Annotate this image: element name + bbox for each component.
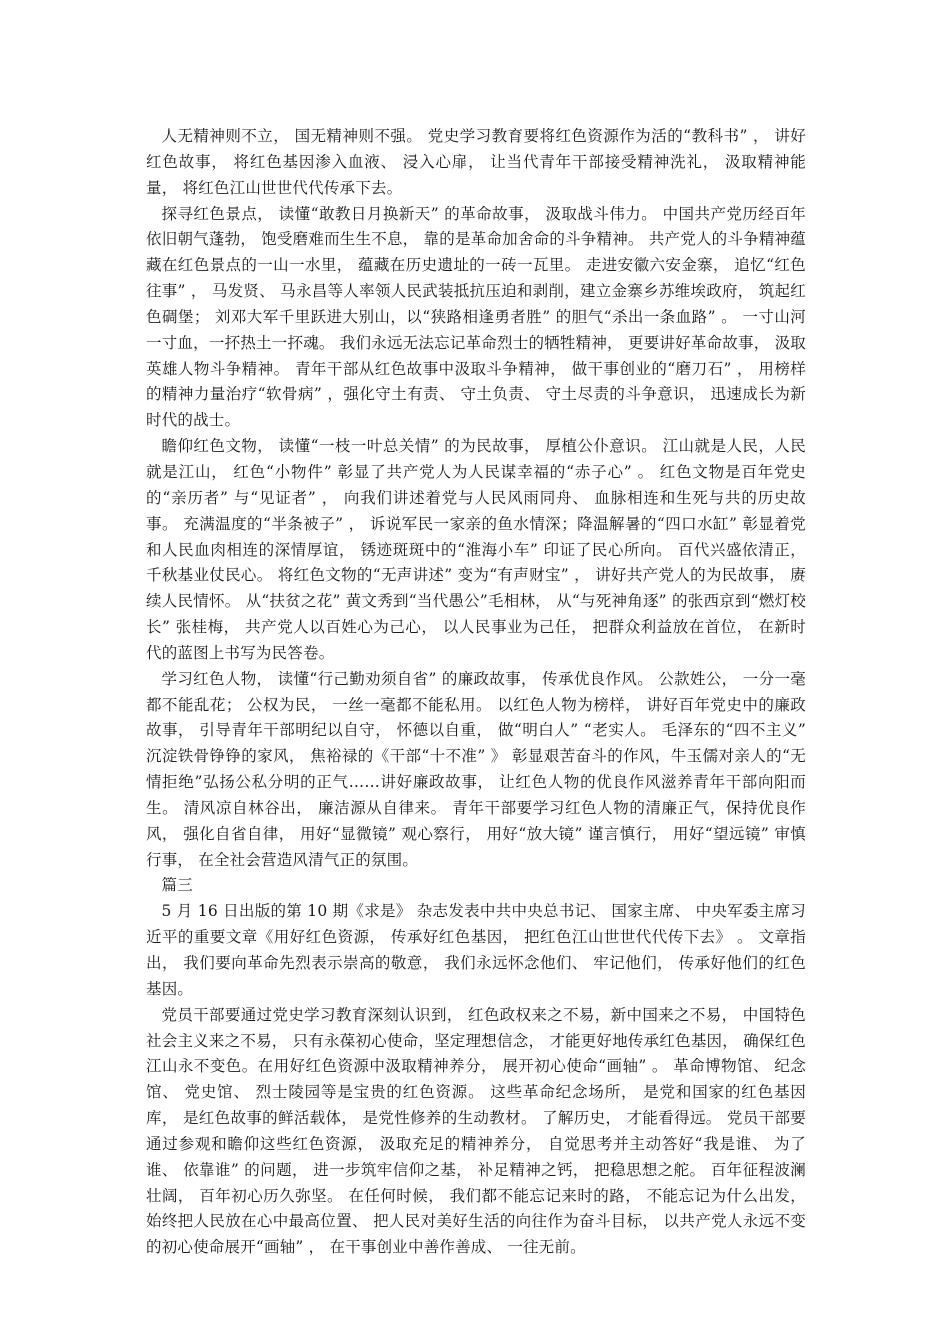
paragraph-qiushi-article: 5 月 16 日出版的第 10 期《求是》 杂志发表中共中央总书记、 国家主席、 中央军委主席习近平的重要文章《用好红色资源， 传承好红色基因， 把红色江山世世代代传下去》 。 文章指出， 我们要向革命先烈表示崇高的敬意， 我们永远怀念他们、 牢记他们， 传承好他们的红色基因。 [146,902,806,998]
paragraph-red-relics: 瞻仰红色文物， 读懂“一枝一叶总关情” 的为民故事， 厚植公仆意识。 江山就是人民，人民就是江山， 红色“小物件” 彰显了共产党人为人民谋幸福的“赤子心” 。 红色文物是百年党史的“亲历者” 与“见证者” ， 向我们讲述着党与人民风雨同舟、 血脉相连和生死与共的历史故事。 充满温度的“半条被子” ， 诉说军民一家亲的鱼水情深；降温解暑的“四口水缸” 彰显着党和人民血肉相连的深情厚谊， 锈迹斑斑中的“淮海小车” 印证了民心所向。 百代兴盛依清正， 千秋基业仗民心。 将红色文物的“无声讲述” 变为“有声财宝” ， 讲好共产党人的为民故事， 赓续人民情怀。 从“扶贫之花” 黄文秀到“当代愚公”毛相林， 从“与死神角逐” 的张西京到“燃灯校长” 张桂梅， 共产党人以百姓心为己心， 以人民事业为己任， 把群众利益放在首位， 在新时代的蓝图上书写为民答卷。 [146,437,806,662]
paragraph-party-members: 党员干部要通过党史学习教育深刻认识到， 红色政权来之不易，新中国来之不易， 中国特色社会主义来之不易， 只有永葆初心使命，坚定理想信念， 才能更好地传承红色基因， 确保红色江山永不变色。在用好红色资源中汲取精神养分， 展开初心使命“画轴” 。 革命博物馆、 纪念馆、 党史馆、 烈士陵园等是宝贵的红色资源。 这些革命纪念场所， 是党和国家的红色基因库， 是红色故事的鲜活载体， 是党性修养的生动教材。 了解历史， 才能看得远。 党员干部要通过参观和瞻仰这些红色资源， 汲取充足的精神养分， 自觉思考并主动答好“我是谁、 为了谁、 依靠谁” 的问题， 进一步筑牢信仰之基， 补足精神之钙， 把稳思想之舵。 百年征程波澜壮阔， 百年初心历久弥坚。 在任何时候， 我们都不能忘记来时的路， 不能忘记为什么出发， 始终把人民放在心中最高位置、 把人民对美好生活的向往作为奋斗目标， 以共产党人永远不变的初心使命展开“画轴” ， 在干事创业中善作善成、 一往无前。 [146,1005,806,1257]
paragraph-red-sites: 探寻红色景点， 读懂“敢教日月换新天” 的革命故事， 汲取战斗伟力。 中国共产党历经百年依旧朝气蓬勃， 饱受磨难而生生不息， 靠的是革命加舍命的斗争精神。 共产党人的斗争精神蕴藏在红色景点的一山一水里， 蕴藏在历史遗址的一砖一瓦里。 走进安徽六安金寨， 追忆“红色往事” ， 马发贤、 马永昌等人率领人民武装抵抗压迫和剥削，建立金寨乡苏维埃政府， 筑起红色碉堡； 刘邓大军千里跃进大别山，以“狭路相逢勇者胜” 的胆气“杀出一条血路” 。 一寸山河一寸血，一抔热土一抔魂。 我们永远无法忘记革命烈士的牺牲精神， 更要讲好革命故事， 汲取英雄人物斗争精神。 青年干部从红色故事中汲取斗争精神， 做干事创业的“磨刀石” ， 用榜样的精神力量治疗“软骨病” ，强化守土有责、 守土负责、 守土尽责的斗争意识， 迅速成长为新时代的战士。 [146,204,806,430]
paragraph-red-figures: 学习红色人物， 读懂“行己勤劝须自省” 的廉政故事， 传承优良作风。 公款姓公， 一分一毫都不能乱花； 公权为民， 一丝一毫都不能私用。 以红色人物为榜样， 讲好百年党史中的廉政故事， 引导青年干部明纪以自守， 怀德以自重， 做“明白人” “老实人。 毛泽东的“四不主义” 沉淀铁骨铮铮的家风， 焦裕禄的《干部“十不准” 》 彰显艰苦奋斗的作风，牛玉儒对亲人的“无情拒绝”弘扬公私分明的正气……讲好廉政故事， 让红色人物的优良作风滋养青年干部向阳而生。 清风凉自林谷出， 廉洁源从自律来。 青年干部要学习红色人物的清廉正气，保持优良作风， 强化自省自律， 用好“显微镜” 观心察行， 用好“放大镜” 谨言慎行， 用好“望远镜” 审慎行事， 在全社会营造风清气正的氛围。 [146,669,806,869]
document-body [146,124,806,1261]
section-heading-part-three: 篇三 [161,876,193,895]
paragraph-intro: 人无精神则不立， 国无精神则不强。 党史学习教育要将红色资源作为活的“教科书” ， 讲好红色故事， 将红色基因渗入血液、 浸入心扉， 让当代青年干部接受精神洗礼， 汲取精神能量， 将红色江山世世代代传承下去。 [146,127,806,197]
